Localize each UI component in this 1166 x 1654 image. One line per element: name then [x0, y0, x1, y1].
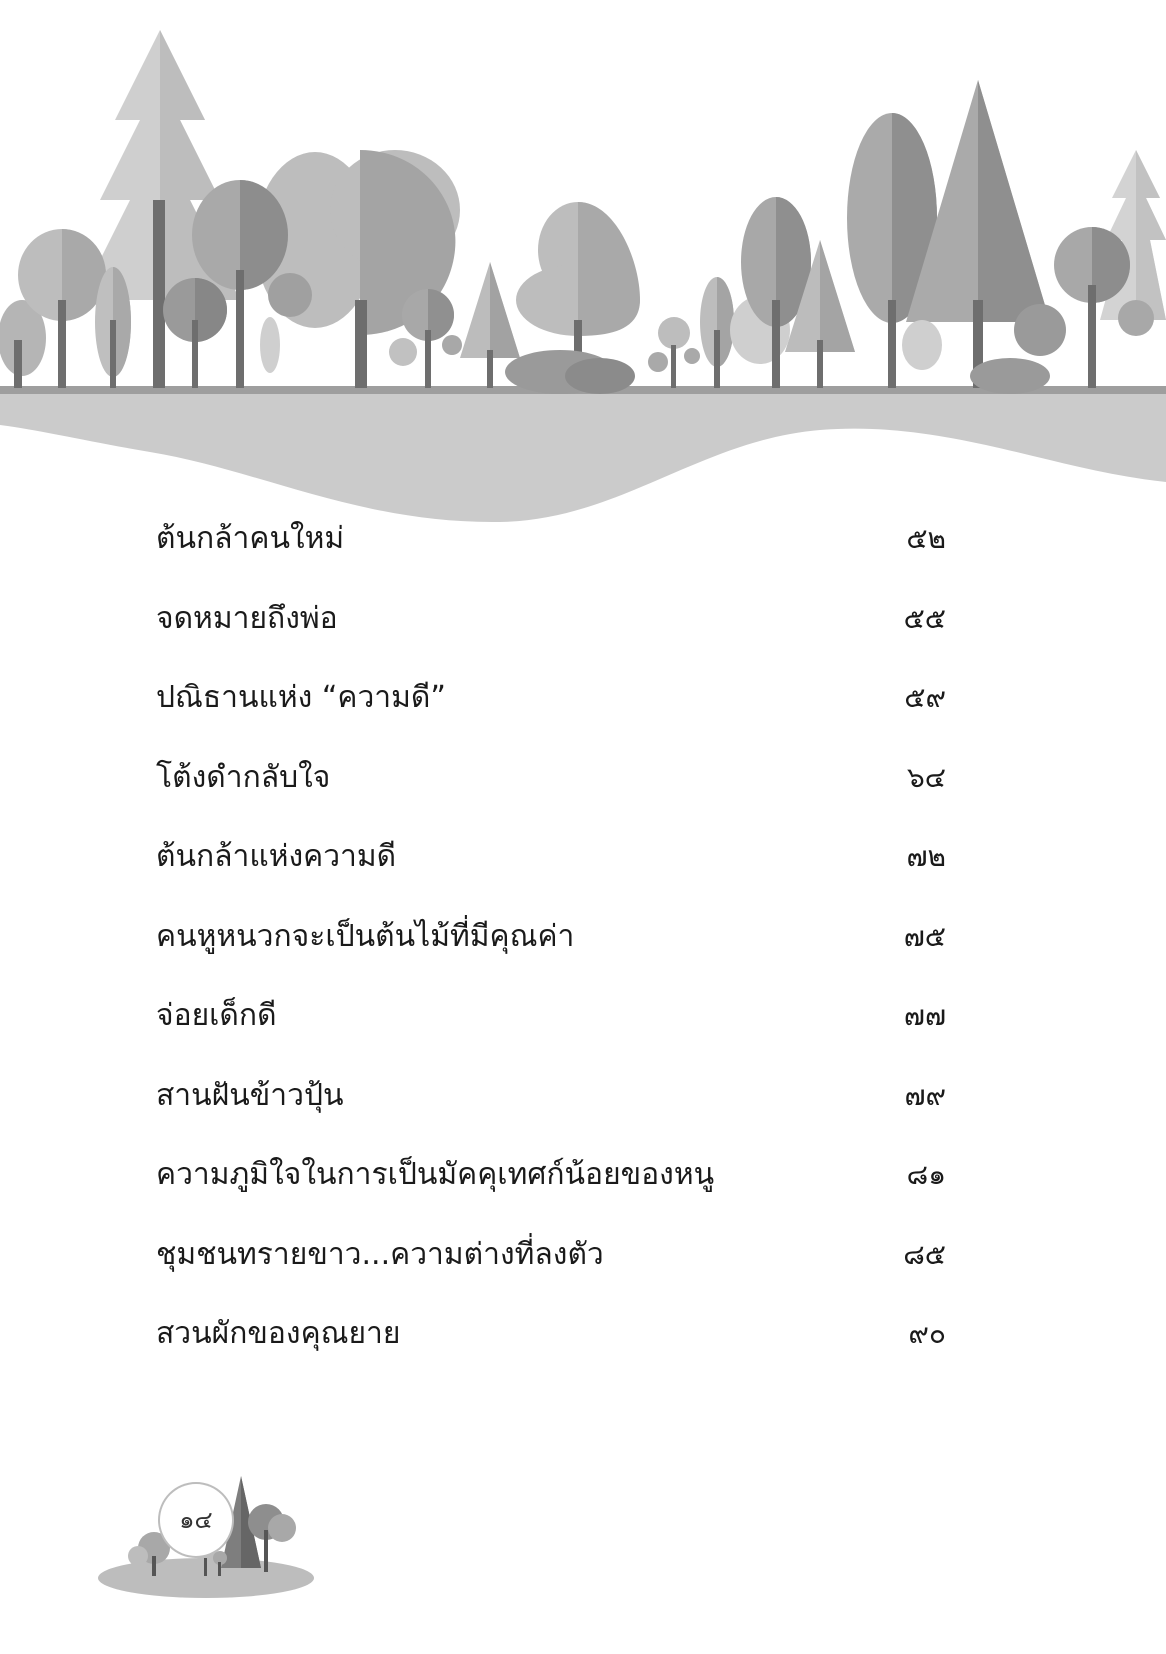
toc-entry	[156, 673, 946, 723]
toc-entry-title: ต้นกล้าคนใหม่	[156, 521, 345, 556]
toc-entry	[156, 912, 946, 962]
toc-entry-page-number: ๘๑	[906, 1158, 946, 1191]
toc-entry-title: คนหูหนวกจะเป็นต้นไม้ที่มีคุณค่า	[156, 919, 575, 954]
toc-entry-title: สานฝันข้าวปุ้น	[156, 1078, 344, 1113]
toc-entry-title: จดหมายถึงพ่อ	[156, 601, 338, 636]
toc-entry-page-number: ๗๙	[904, 1079, 946, 1112]
toc-entry-page-number: ๕๕	[903, 602, 946, 635]
toc-entry-page-number: ๗๒	[906, 840, 946, 873]
toc-entry-title: ความภูมิใจในการเป็นมัคคุเทศก์น้อยของหนู	[156, 1157, 715, 1192]
toc-entry-title: ต้นกล้าแห่งความดี	[156, 839, 397, 874]
toc-entry-title: ปณิธานแห่ง “ความดี”	[156, 680, 446, 715]
toc-entry	[156, 832, 946, 882]
toc-entry-page-number: ๕๙	[904, 681, 946, 714]
toc-entry-page-number: ๖๔	[907, 761, 946, 794]
toc-entry-page-number: ๕๒	[906, 522, 946, 555]
toc-entry-title: โต้งดำกลับใจ	[156, 760, 331, 795]
toc-entry-title: จ่อยเด็กดี	[156, 998, 277, 1033]
toc-entry-page-number: ๙๐	[908, 1317, 946, 1350]
page-number-badge: ๑๔	[160, 1484, 232, 1556]
toc-entry	[156, 1230, 946, 1280]
toc-entry	[156, 1071, 946, 1121]
toc-entry	[156, 594, 946, 644]
toc-entry	[156, 1150, 946, 1200]
toc-entry	[156, 991, 946, 1041]
toc-entry-page-number: ๘๕	[903, 1238, 946, 1271]
toc-entry	[156, 514, 946, 564]
toc-entry-title: ชุมชนทรายขาว...ความต่างที่ลงตัว	[156, 1237, 604, 1272]
toc-entry-page-number: ๗๕	[903, 920, 946, 953]
toc-entry-page-number: ๗๗	[903, 999, 946, 1032]
toc-entry-title: สวนผักของคุณยาย	[156, 1316, 401, 1351]
toc-entry	[156, 753, 946, 803]
toc-entry	[156, 1309, 946, 1359]
